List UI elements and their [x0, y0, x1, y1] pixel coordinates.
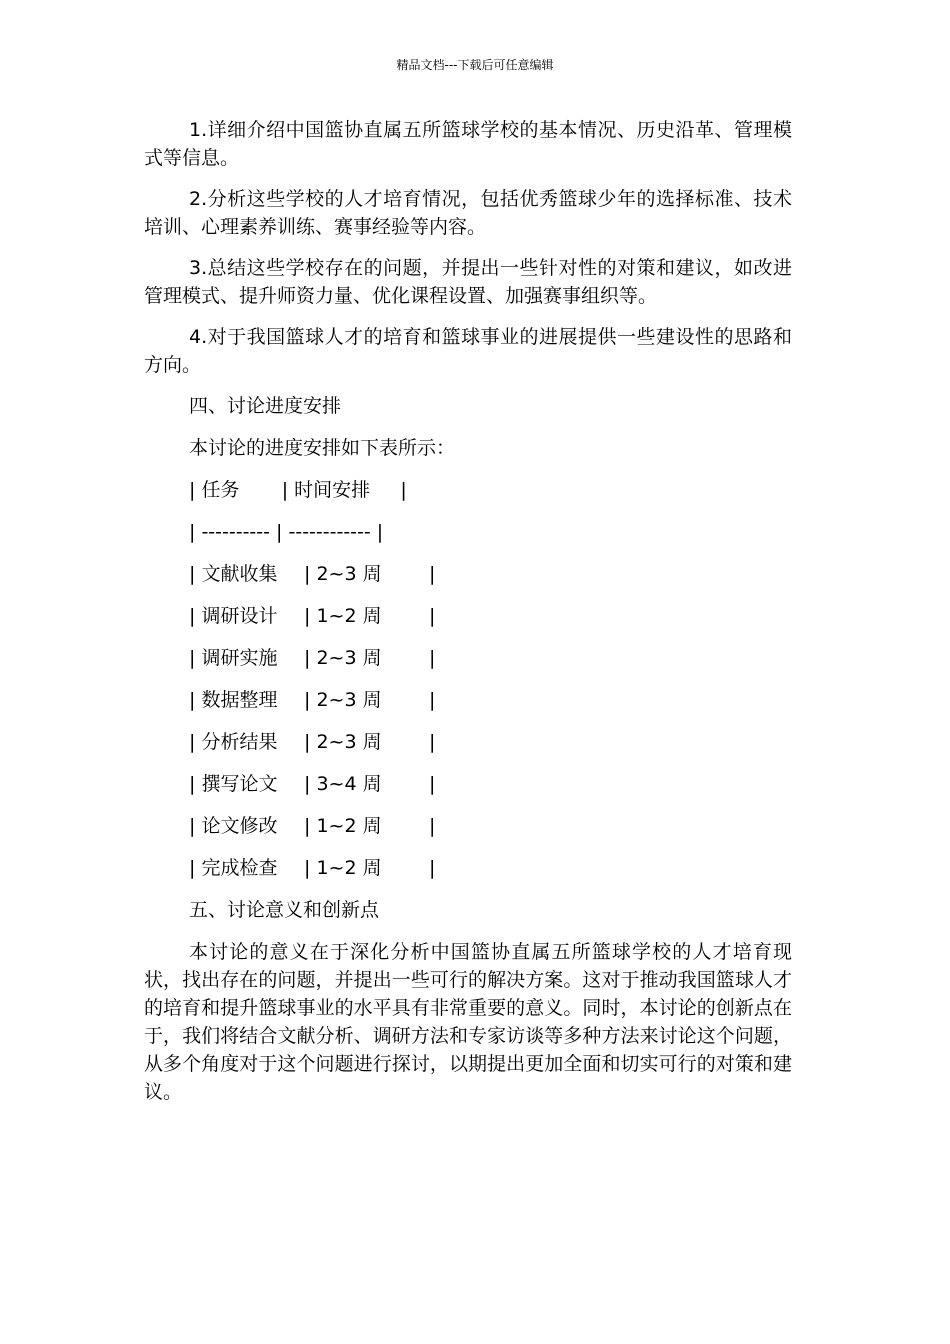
schedule-header-line: | 任务 | 时间安排 |	[189, 479, 407, 501]
schedule-time: | 3~4 周	[304, 773, 382, 795]
paragraph-2: 2.分析这些学校的人才培育情况，包括优秀篮球少年的选择标准、技术培训、心理素养训练、赛事经验等内容。	[144, 188, 792, 238]
schedule-row	[189, 812, 792, 840]
schedule-task: | 文献收集	[189, 563, 278, 585]
schedule-row-end: |	[429, 689, 436, 711]
schedule-time: | 1~2 周	[304, 815, 382, 837]
schedule-row-end: |	[429, 815, 436, 837]
paragraph-3: 3.总结这些学校存在的问题，并提出一些针对性的对策和建议，如改进管理模式、提升师资力量、优化课程设置、加强赛事组织等。	[144, 257, 792, 307]
schedule-time: | 1~2 周	[304, 857, 382, 879]
schedule-row-end: |	[429, 857, 436, 879]
schedule-row-end: |	[429, 647, 436, 669]
schedule-row	[189, 560, 792, 588]
schedule-task: | 数据整理	[189, 689, 278, 711]
section4-heading: 四、讨论进度安排	[189, 395, 342, 417]
schedule-task: | 论文修改	[189, 815, 278, 837]
schedule-row	[189, 686, 792, 714]
schedule-row	[189, 854, 792, 882]
page-header: 精品文档---下载后可任意编辑	[396, 58, 554, 72]
schedule-row	[189, 728, 792, 756]
schedule-time: | 2~3 周	[304, 563, 382, 585]
schedule-row	[189, 602, 792, 630]
paragraph-1: 1.详细介绍中国篮协直属五所篮球学校的基本情况、历史沿革、管理模式等信息。	[144, 119, 792, 169]
schedule-row-end: |	[429, 563, 436, 585]
schedule-task: | 撰写论文	[189, 773, 278, 795]
schedule-row	[189, 644, 792, 672]
section5-body: 本讨论的意义在于深化分析中国篮协直属五所篮球学校的人才培育现状，找出存在的问题，并提出一些可行的解决方案。这对于推动我国篮球人才的培育和提升篮球事业的水平具有非常重要的意义。同时，本讨论的创新点在于，我们将结合文献分析、调研方法和专家访谈等多种方法来讨论这个问题，从多个角度对于这个问题进行探讨，以期提出更加全面和切实可行的对策和建议。	[144, 941, 792, 1103]
schedule-time: | 2~3 周	[304, 647, 382, 669]
schedule-time: | 1~2 周	[304, 605, 382, 627]
section4-intro: 本讨论的进度安排如下表所示：	[189, 437, 456, 459]
paragraph-4: 4.对于我国篮球人才的培育和篮球事业的进展提供一些建设性的思路和方向。	[144, 326, 792, 376]
document-body	[144, 116, 792, 1119]
schedule-time: | 2~3 周	[304, 689, 382, 711]
schedule-time: | 2~3 周	[304, 731, 382, 753]
schedule-task: | 调研设计	[189, 605, 278, 627]
schedule-separator-line: | ---------- | ------------ |	[189, 521, 384, 543]
schedule-row-end: |	[429, 731, 436, 753]
schedule-task: | 完成检查	[189, 857, 278, 879]
schedule-rows	[144, 560, 792, 882]
section5-heading: 五、讨论意义和创新点	[189, 899, 380, 921]
schedule-task: | 调研实施	[189, 647, 278, 669]
schedule-row-end: |	[429, 605, 436, 627]
schedule-task: | 分析结果	[189, 731, 278, 753]
schedule-row	[189, 770, 792, 798]
schedule-row-end: |	[429, 773, 436, 795]
